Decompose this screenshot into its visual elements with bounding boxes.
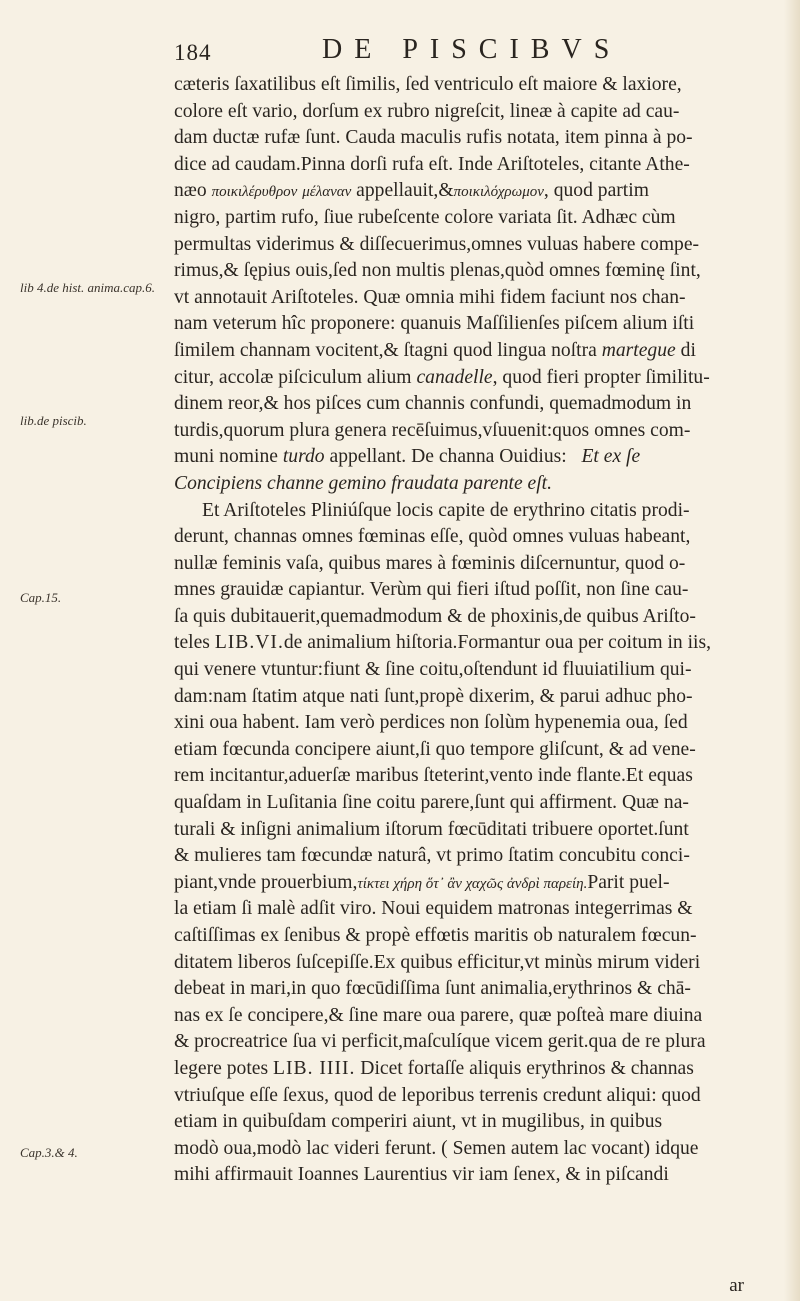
text-line: muni nomine turdo appellant. De channa Ouidius: Et ex ſe <box>174 446 641 468</box>
text-line: legere potes LIB. IIII. Dicet fortaſſe aliquis erythrinos & channas <box>174 1057 694 1079</box>
text-line: caſtiſſimas ex ſenibus & propè effœtis maritis ob naturalem fœcun- <box>174 925 697 946</box>
text-line: permultas viderimus & diſſecuerimus,omnes vuluas habere compe- <box>174 233 700 255</box>
text-line: vt annotauit Ariſtoteles. Quæ omnia mihi fidem faciunt nos chan- <box>174 286 686 308</box>
italic-term: canadelle <box>416 366 493 388</box>
text-line: debeat in mari,in quo fœcūdiſſima ſunt animalia,erythrinos & chā- <box>174 978 691 1000</box>
text-line: rem incitantur,aduerſæ maribus ſteterint,vento inde flante.Et equas <box>174 765 693 787</box>
text-line: citur, accolæ piſciculum alium canadelle, quod fieri propter ſimilitu- <box>174 366 710 388</box>
text-line: derunt, channas omnes fœminas eſſe, quòd omnes vuluas habeant, <box>174 526 691 548</box>
text-line: dice ad caudam.Pinna dorſi rufa eſt. Inde Ariſtoteles, citante Athe- <box>174 153 690 175</box>
text-line: turdis,quorum plura genera recēſuimus,vſuuenit:quos omnes com- <box>174 419 691 441</box>
text-line: la etiam ſi malè adſit viro. Noui equidem matronas integerrimas & <box>174 898 693 920</box>
italic-term: turdo <box>282 446 325 468</box>
text-line: xini oua habent. Iam verò perdices non ſolùm hypenemia oua, ſed <box>174 712 688 734</box>
text-line: dam ductæ rufæ ſunt. Cauda maculis rufis notata, item pinna à po- <box>174 127 693 149</box>
text-line: nam veterum hîc proponere: quanuis Maſſilienſes piſcem alium iſti <box>174 313 695 335</box>
book-reference: LIB.VI. <box>214 632 284 654</box>
text-line: rimus,& ſępius ouis,ſed non multis plenas,quòd omnes fœminę ſint, <box>174 260 701 282</box>
verse-line: Concipiens channe gemino fraudata parente eſt. <box>174 472 553 494</box>
text-line: næo ποικιλέρυθρον μέλαναν appellauit,&ποικιλόχρωμον, quod partim <box>174 180 649 202</box>
text-line: mnes grauidæ capiantur. Verùm qui fieri iſtud poſſit, non ſine cau- <box>174 579 689 601</box>
margin-note: Cap.3.& 4. <box>20 1145 78 1160</box>
catchword: ar <box>729 1275 744 1296</box>
text-line: & mulieres tam fœcundæ naturâ, vt primo ſtatim concubitu conci- <box>174 845 690 867</box>
text-line: colore eſt vario, dorſum ex rubro nigreſcit, lineæ à capite ad cau- <box>174 100 680 122</box>
greek-word: μέλαναν <box>302 184 352 201</box>
book-reference: LIB. IIII. <box>273 1057 356 1079</box>
page-header <box>174 34 754 68</box>
text-line: qui venere vtuntur:fiunt & ſine coitu,oſtendunt id fluuiatilium qui- <box>174 659 692 681</box>
page-number: 184 <box>174 40 212 65</box>
text-line: dam:nam ſtatim atque nati ſunt,propè dixerim, & parui adhuc pho- <box>174 685 693 707</box>
text-line: cæteris ſaxatilibus eſt ſimilis, ſed ventriculo eſt maiore & laxiore, <box>174 74 682 95</box>
text-line: vtriuſque eſſe ſexus, quod de leporibus terrenis credunt aliqui: quod <box>174 1084 701 1106</box>
text-line: nigro, partim rufo, ſiue rubeſcente colore variata ſit. Adhæc cùm <box>174 206 676 228</box>
text-line: nas ex ſe concipere,& ſine mare oua parere, quæ poſteà mare diuina <box>174 1004 703 1026</box>
running-head: DE PISCIBVS <box>322 34 622 65</box>
text-line: ſimilem channam vocitent,& ſtagni quod lingua noſtra martegue di <box>174 339 696 361</box>
italic-term: Et ex ſe <box>581 446 641 468</box>
text-line: etiam in quibuſdam comperiri aiunt, vt in mugilibus, in quibus <box>174 1111 663 1133</box>
text-line: dinem reor,& hos piſces cum channis confundi, quemadmodum in <box>174 393 692 415</box>
text-line: teles LIB.VI.de animalium hiſtoria.Formantur oua per coitum in iis, <box>174 632 712 654</box>
text-line: nullæ feminis vaſa, quibus mares à fœminis diſcernuntur, quod o- <box>174 552 686 574</box>
greek-proverb: τίκτει χήρη ὅτ᾽ ἂν χαχῶς ἀνδρὶ παρείη. <box>357 875 588 892</box>
text-line: ſa quis dubitauerit,quemadmodum & de phoxinis,de quibus Ariſto- <box>174 605 696 627</box>
text-line: quaſdam in Luſitania ſine coitu parere,ſunt qui affirment. Quæ na- <box>174 792 689 814</box>
text-line: Et Ariſtoteles Pliniúſque locis capite de erythrino citatis prodi- <box>202 499 690 521</box>
text-line: mihi affirmauit Ioannes Laurentius vir iam ſenex, & in piſcandi <box>174 1164 669 1186</box>
greek-word: ποικιλέρυθρον <box>211 184 298 201</box>
text-line: turali & inſigni animalium iſtorum fœcūditati tribuere oportet.ſunt <box>174 818 689 840</box>
italic-term: martegue <box>601 339 676 361</box>
margin-note: Cap.15. <box>20 590 62 605</box>
main-text <box>174 72 758 1189</box>
text-line: piant,vnde prouerbium,τίκτει χήρη ὅτ᾽ ἂν χαχῶς ἀνδρὶ παρείη.Parit puel- <box>174 871 670 893</box>
text-line: etiam fœcunda concipere aiunt,ſi quo tempore gliſcunt, & ad vene- <box>174 738 696 760</box>
margin-note: lib.de piscib. <box>20 413 87 428</box>
text-line: ditatem liberos ſuſcepiſſe.Ex quibus efficitur,vt minùs mirum videri <box>174 951 701 973</box>
text-line: & procreatrice ſua vi perficit,maſculíque vicem gerit.qua de re plura <box>174 1031 706 1053</box>
margin-note: lib 4.de hist. anima.cap.6. <box>20 280 156 295</box>
greek-word: ποικιλόχρωμον <box>453 184 544 201</box>
text-line: modò oua,modò lac videri ferunt. ( Semen autem lac vocant) idque <box>174 1137 699 1159</box>
